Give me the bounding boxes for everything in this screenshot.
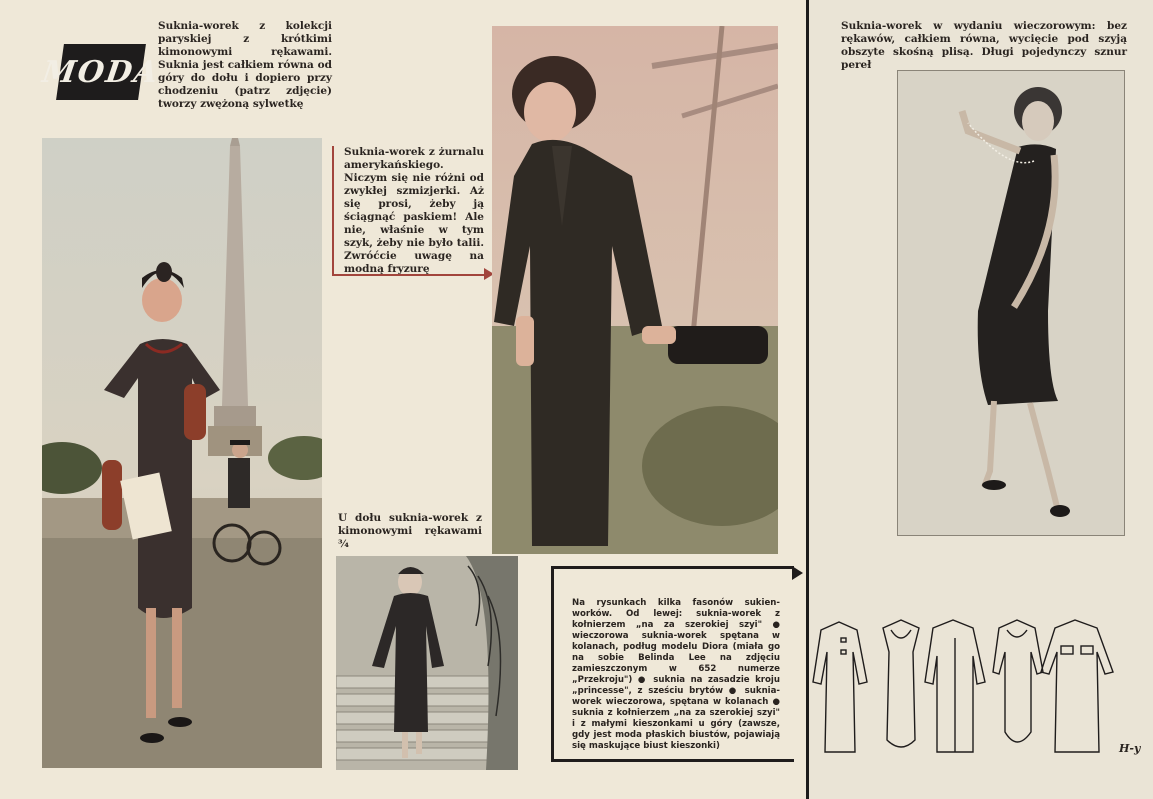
arrow-right-dark (792, 566, 803, 580)
fashion-sketches (809, 612, 1153, 772)
caption-evening: Suknia-worek w wydaniu wieczorowym: bez rękawów, całkiem równa, wycięcie pod szyją obszyte skośną plisą. Długi pojedynczy sznur pereł (841, 20, 1127, 71)
photo-evening-dress (897, 70, 1125, 536)
photo-american-dress (492, 26, 778, 554)
photo-staircase-dress (336, 556, 518, 770)
moda-logo: MODA (56, 44, 146, 100)
caption-intro: Suknia-worek z kolekcji paryskiej z krótkimi kimonowymi rękawami. Suknia jest całkiem równa od góry do dołu i dopiero przy chodzeniu (patrz zdjęcie) tworzy zwężoną sylwetkę (158, 20, 332, 110)
caption-bottom: U dołu suknia-worek z kimonowymi rękawami ¾ (338, 512, 482, 550)
caption-drawings: Na rysunkach kilka fasonów sukien-worków. Od lewej: suknia-worek z kołnierzem „na za szerokiej szyi" ● wieczorowa suknia-worek spętana w kolanach, podług modelu Diora (miała go na sobie Belinda Lee na zdjęciu zamieszczonym w 652 numerze „Przekroju") ● suknia na zasadzie kroju „princesse", z sześciu brytów ● suknia-worek wieczorowa, spętana w kolanach ● suknia z kołnierzem „na za szerokiej szyi" i z małymi kieszonkami u góry (zawsze, gdy jest moda płaskich biustów, pojawiają się maskujące biust kieszonki) (572, 598, 780, 751)
photo-paris-dress (42, 138, 322, 768)
artist-signature: H-y (1119, 742, 1141, 755)
right-page (806, 0, 1153, 799)
caption-american: Suknia-worek z żurnalu amerykańskiego. Niczym się nie różni od zwykłej szmizjerki. Aż się prosi, żeby ją ściągnąć paskiem! Ale nie, właśnie w tym szyk, żeby nie było talii. Zwróćcie uwagę na modną fryzurę (344, 146, 484, 275)
